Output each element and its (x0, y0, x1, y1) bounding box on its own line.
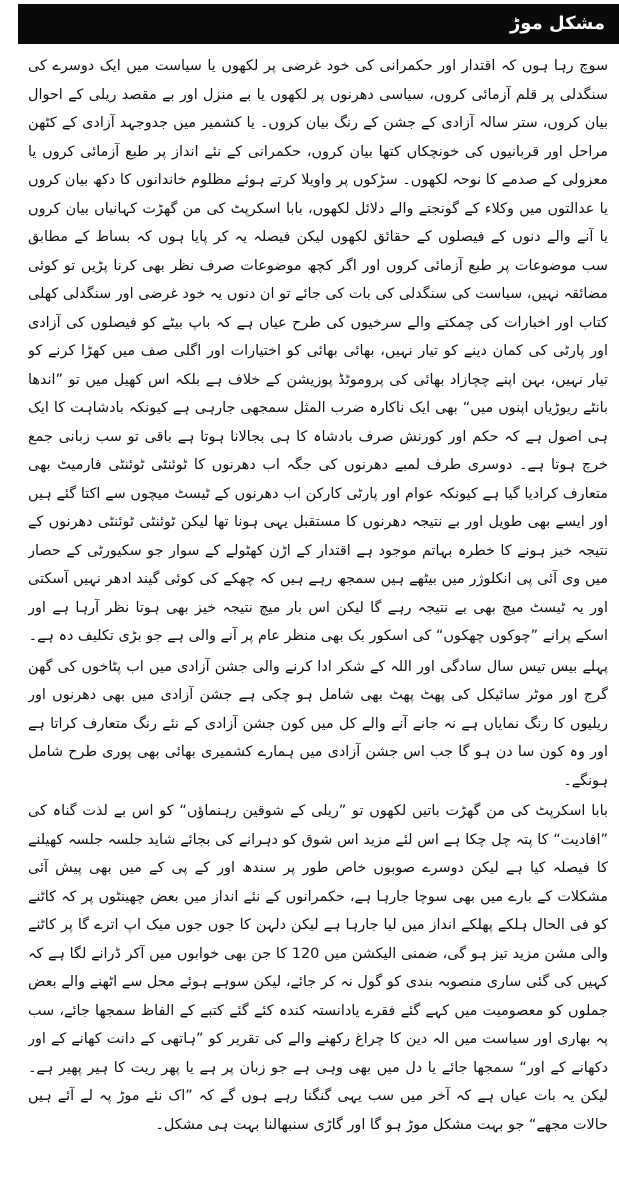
article-body (28, 52, 608, 1174)
header-bar (18, 4, 619, 44)
article-paragraph: پہلے بیس تیس سال سادگی اور اللہ کے شکر ادا کرنے والی جشن آزادی میں اب پٹاخوں کی گھن گرج اور موٹر سائیکل کی پھٹ پھٹ بھی شامل ہو چکی ہے جشن آزادی میں بھی دھرنوں اور ریلیوں کا رنگ نمایاں ہے نہ جانے آنے والے کل میں کون جشن آزادی کے نئے رنگ متعارف کراتا ہے اور وہ کون سا دن ہو گا جب اس جشن آزادی میں ہمارے کشمیری بھائی بھی پوری طرح شامل ہونگے۔ (28, 658, 608, 789)
article-title: مشکل موڑ (509, 13, 605, 34)
article-paragraph: بابا اسکرپٹ کی من گھڑت باتیں لکھوں تو ”ریلی کے شوقین رہنماؤں“ کو اس بے لذت گناہ کی ”افادیت“ کا پتہ چل چکا ہے اس لئے مزید اس شوق کو دہرانے کی بجائے شاید جلسہ جلسہ کھیلنے کا فیصلہ کیا ہے لیکن دوسرے صوبوں خاص طور پر سندھ اور کے پی کے میں بھی پیش آئی مشکلات کے بارے میں بھی سوچا جارہا ہے، حکمرانوں کے نئے انداز میں بعض چھینٹوں پر کہ کاٹنے کو فی الحال ہلکے پھلکے انداز میں لیا جارہا ہے لیکن دلہن کا جوں جوں میک اپ اترے گا پر کاٹنے والی مشن مزید تیز ہو گی، ضمنی الیکشن میں 120 کا جن بھی خوابوں میں آکر ڈرانے لگا ہے کہ کہیں کی گئی ساری منصوبہ بندی کو گول نہ کر جائے، لیکن سوہے ہوئے محل سے اٹھنے والے بعض جملوں کو معصومیت میں کہے گئے فقرے یادانستہ کندہ کئے گئے کتبے کے الفاظ سمجھا جائے، سب پہ بھاری اور سیاست میں الہ دین کا چراغ رکھنے والے کی تقریر کو ”ہاتھی کے دانت کھانے کے اور دکھانے کے اور“ سمجھا جائے یا دل میں بھی وہی ہے جو زبان پر ہے یا پھر ریت کا ہیر پھیر ہے۔ لیکن یہ بات عیاں ہے کہ آخر میں سب یہی گنگنا رہے ہوں گے کہ ”اک نئے موڑ پہ لے آئے ہیں حالات مجھے“ جو بہت مشکل موڑ ہو گا اور گاڑی سنبھالنا بہت ہی مشکل۔ (28, 803, 608, 1133)
article-paragraph: سوچ رہا ہوں کہ اقتدار اور حکمرانی کی خود غرضی پر لکھوں یا سیاست میں ایک دوسرے کی سنگدلی پر قلم آزمائی کروں، سیاسی دھرنوں پر لکھوں یا بے منزل اور بے مقصد ریلی کے احوال بیان کروں، ستر سالہ آزادی کے جشن کے رنگ بیان کروں۔ یا کشمیر میں جدوجہد آزادی کے کٹھن مراحل اور قربانیوں کی خونچکاں کتھا بیان کروں، حکمرانی کے نئے انداز پر طبع آزمائی کروں یا معزولی کے صدمے کا نوحہ لکھوں۔ سڑکوں پر واویلا کرتے ہوئے مظلوم خاندانوں کا دکھ بیان کروں یا عدالتوں میں وکلاء کے گونجتے والے دلائل لکھوں، بابا اسکرپٹ کی من گھڑت کہانیاں بیان کروں یا آنے والے دنوں کے فیصلوں کے حقائق لکھوں لیکن فیصلہ یہ کر پایا ہوں کہ بساط کے مطابق سب موضوعات پر طبع آزمائی کروں اور اگر کچھ موضوعات صرف نظر بھی کرنا پڑیں تو کوئی مضائقہ نہیں، سیاست کی سنگدلی کی بات کی جائے تو ان دنوں یہ خود غرضی اور سنگدلی کھلی کتاب اور اخبارات کی چمکتے والے سرخیوں کی طرح عیاں ہے کہ باپ بیٹے کو فیصلوں کی آزادی اور پارٹی کی کمان دینے کو تیار نہیں، بھائی بھائی کو اختیارات اور اگلی صف میں کھڑا کرنے کو تیار نہیں، بہن اپنے چچازاد بھائی کی پروموٹڈ پوزیشن کے خلاف ہے بلکہ اس کھیل میں تو ”اندھا بانٹے ریوڑیاں اپنوں میں“ بھی ایک ناکارہ ضرب المثل سمجھی جارہی ہے کیونکہ بادشاہت کا ایک ہی اصول ہے کہ حکم اور کورنش صرف بادشاہ کا ہی بجالانا ہوتا ہے باقی تو سب زبانی جمع خرچ ہوتا ہے۔ دوسری طرف لمبے دھرنوں کی جگہ اب دھرنوں کا ٹوئنٹی ٹوئنٹی فارمیٹ بھی متعارف کرادیا گیا ہے کیونکہ عوام اور پارٹی کارکن اب دھرنوں کے ٹیسٹ میچوں سے اکتا گئے ہیں اور ایسے بھی طویل اور بے نتیجہ دھرنوں کا مستقبل یہی ہونا تھا لیکن ٹوئنٹی ٹوئنٹی دھرنوں کے نتیجہ خیز ہونے کا خطرہ بہاتم موجود ہے اقتدار کے اڑن کھٹولے کے سوار جو سکیورٹی کے حصار میں وی آئی پی انکلوژر میں بیٹھے ہیں سمجھ رہے ہیں کہ چھکے کی کوئی گیند ادھر نہیں آسکتی اور یہ ٹیسٹ میچ بھی بے نتیجہ رہے گا لیکن اس بار میچ نتیجہ خیز بھی ہوتا نظر آرہا ہے اور اسکے پرانے ”چوکوں چھکوں“ کی اسکور بک بھی منظر عام پر آنے والی ہے جو بڑی تکلیف دہ ہے۔ (28, 58, 608, 644)
